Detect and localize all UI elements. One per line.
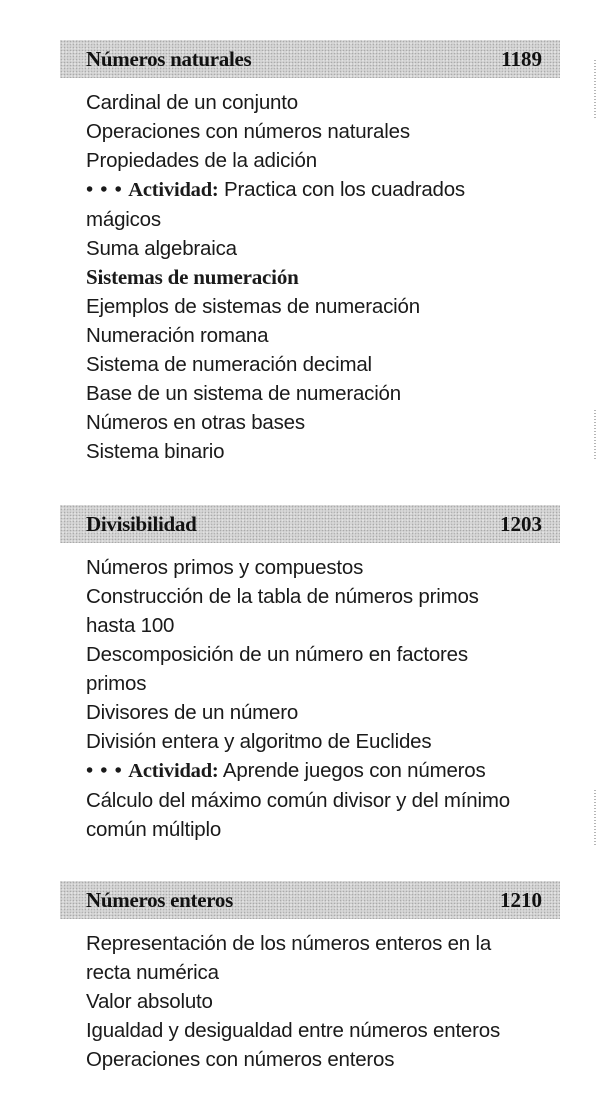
list-item: común múltiplo <box>86 818 222 841</box>
list-item: Sistema binario <box>86 440 225 463</box>
list-item: Ejemplos de sistemas de numeración <box>86 295 420 318</box>
list-item: Base de un sistema de numeración <box>86 382 401 405</box>
section-title: Números naturales <box>86 47 252 71</box>
activity-text: Practica con los cuadrados <box>224 178 465 201</box>
list-item: Valor absoluto <box>86 990 213 1013</box>
section-page-number: 1210 <box>500 888 542 912</box>
activity-item <box>86 756 560 786</box>
section-item-list <box>60 929 560 1074</box>
scan-margin-mark <box>594 60 596 120</box>
toc-section-numeros-naturales <box>60 40 560 466</box>
section-header <box>60 40 560 78</box>
list-item: Construcción de la tabla de números primos <box>86 585 479 608</box>
section-item-list <box>60 88 560 466</box>
list-item: Operaciones con números enteros <box>86 1048 395 1071</box>
activity-bullets: • • • <box>86 760 123 782</box>
list-item: Operaciones con números naturales <box>86 120 410 143</box>
section-header <box>60 505 560 543</box>
toc-section-numeros-enteros <box>60 881 560 1074</box>
list-item: Números primos y compuestos <box>86 556 364 579</box>
list-item: Cálculo del máximo común divisor y del mínimo <box>86 789 510 812</box>
scan-margin-mark <box>594 790 596 845</box>
section-item-list <box>60 553 560 844</box>
activity-bullets: • • • <box>86 179 123 201</box>
list-item: División entera y algoritmo de Euclides <box>86 730 432 753</box>
section-page-number: 1189 <box>501 47 542 71</box>
scan-margin-mark <box>594 410 596 460</box>
section-title: Números enteros <box>86 888 233 912</box>
list-item: Descomposición de un número en factores <box>86 643 468 666</box>
subsection-heading: Sistemas de numeración <box>86 265 299 289</box>
section-page-number: 1203 <box>500 512 542 536</box>
section-title: Divisibilidad <box>86 512 197 536</box>
activity-item <box>86 175 560 205</box>
list-item: Divisores de un número <box>86 701 299 724</box>
list-item: Representación de los números enteros en la <box>86 932 492 955</box>
list-item: recta numérica <box>86 961 219 984</box>
list-item: Numeración romana <box>86 324 269 347</box>
list-item: primos <box>86 672 147 695</box>
list-item: hasta 100 <box>86 614 175 637</box>
toc-section-divisibilidad <box>60 505 560 844</box>
activity-text: Aprende juegos con números <box>222 759 486 782</box>
activity-label: Actividad: <box>128 760 219 782</box>
section-header <box>60 881 560 919</box>
list-item: mágicos <box>86 208 161 231</box>
list-item: Sistema de numeración decimal <box>86 353 372 376</box>
activity-label: Actividad: <box>128 179 219 201</box>
list-item: Propiedades de la adición <box>86 149 317 172</box>
list-item: Cardinal de un conjunto <box>86 91 298 114</box>
list-item: Suma algebraica <box>86 237 237 260</box>
list-item: Números en otras bases <box>86 411 305 434</box>
list-item: Igualdad y desigualdad entre números enteros <box>86 1019 501 1042</box>
